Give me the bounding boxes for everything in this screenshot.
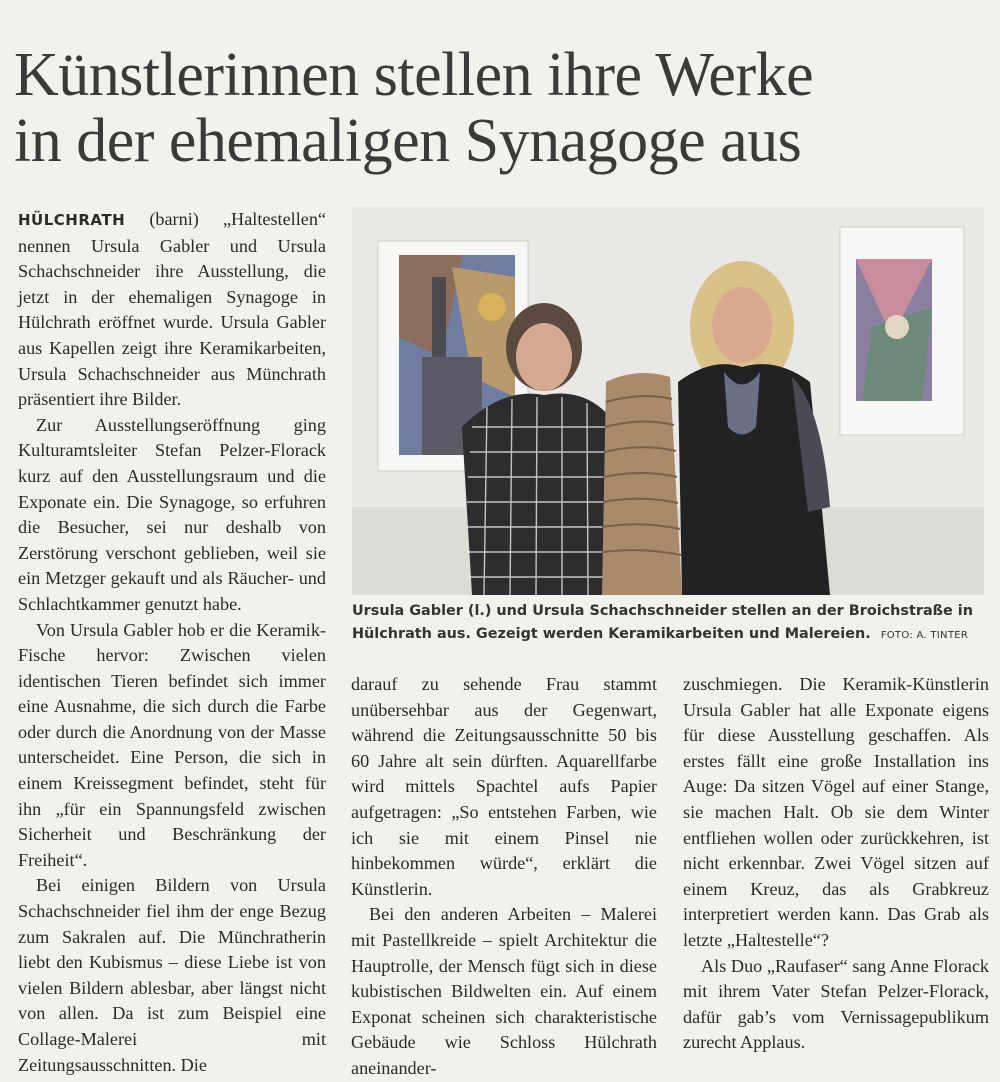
headline-line-2: in der ehemaligen Synagoge aus xyxy=(14,107,802,175)
article-column-2 xyxy=(351,672,657,1082)
article-paragraph: Zur Ausstellungseröffnung ging Kulturamtsleiter Stefan Pelzer-Florack kurz auf den Ausstellungsraum und die Exponate ein. Die Synagoge, so erfuhren die Besucher, sei nur deshalb von Zerstörung verschont geblieben, weil sie ein Metzger gekauft und als Räucher- und Schlachtkammer genutzt habe. xyxy=(18,414,326,614)
headline xyxy=(14,42,989,174)
headline-line-1: Künstlerinnen stellen ihre Werke xyxy=(14,41,814,109)
article-photo xyxy=(352,207,984,595)
photo-caption xyxy=(352,600,984,647)
article-column-3 xyxy=(683,672,989,1056)
paragraph-text: (barni) „Haltestellen“ nennen Ursula Gabler und Ursula Schachschneider ihre Ausstellung, die jetzt in der ehemaligen Synagoge in Hülchrath eröffnet wurde. Ursula Gabler aus Kapellen zeigt ihre Keramikarbeiten, Ursula Schachschneider aus Münchrath präsentiert ihre Bilder. xyxy=(18,209,326,410)
photo-credit: FOTO: A. TINTER xyxy=(880,630,969,641)
article-paragraph: Als Duo „Raufaser“ sang Anne Florack mit ihrem Vater Stefan Pelzer-Florack, dafür gab’s vom Vernissagepublikum zurecht Applaus. xyxy=(683,955,989,1053)
article-column-1 xyxy=(18,207,326,1078)
article-paragraph: zuschmiegen. Die Keramik-Künstlerin Ursula Gabler hat alle Exponate eigens für diese Ausstellung geschaffen. Als erstes fällt eine große Installation ins Auge: Da sitzen Vögel auf einer Stange, sie machen Halt. Ob sie dem Winter entfliehen wollen oder zurückkehren, ist nicht erkennbar. Zwei Vögel sitzen auf einem Kreuz, das als Grabkreuz interpretiert werden kann. Das Grab als letzte „Haltestelle“? xyxy=(683,674,989,950)
article-paragraph: darauf zu sehende Frau stammt unübersehbar aus der Gegenwart, während die Zeitungsausschnitte 50 bis 60 Jahre alt sein dürften. Aquarellfarbe wird mittels Spachtel aufs Papier aufgetragen: „So entstehen Farben, wie ich sie mit einem Pinsel nie hinbekommen würde“, erklärt die Künstlerin. xyxy=(351,674,657,899)
photo-illustration xyxy=(352,207,984,595)
dateline: HÜLCHRATH xyxy=(18,211,126,229)
article-paragraph: Bei den anderen Arbeiten – Malerei mit Pastellkreide – spielt Architektur die Hauptrolle, der Mensch fügt sich in diese kubistischen Bildwelten ein. Auf einem Exponat scheinen sich charakteristische Gebäude wie Schloss Hülchrath aneinander- xyxy=(351,904,657,1078)
article-paragraph: Von Ursula Gabler hob er die Keramik-Fische hervor: Zwischen vielen identischen Tieren befindet sich immer eine Ausnahme, die sich durch die Farbe oder durch die Anordnung von der Masse unterscheidet. Eine Person, die sich in einem Kreissegment befindet, steht für ihn „für ein Spannungsfeld zwischen Sicherheit und Beschränkung der Freiheit“. xyxy=(18,619,326,870)
article-paragraph xyxy=(18,207,326,413)
caption-text: Ursula Gabler (l.) und Ursula Schachschneider stellen an der Broichstraße in Hülchrath aus. Gezeigt werden Keramikarbeiten und Malereien. xyxy=(352,603,973,642)
article-paragraph: Bei einigen Bildern von Ursula Schachschneider fiel ihm der enge Bezug zum Sakralen auf. Die Münchratherin liebt den Kubismus – diese Liebe ist von vielen Bildern ablesbar, aber längst nicht von allen. Da ist zum Beispiel eine Collage-Malerei mit Zeitungsausschnitten. Die xyxy=(18,875,326,1075)
